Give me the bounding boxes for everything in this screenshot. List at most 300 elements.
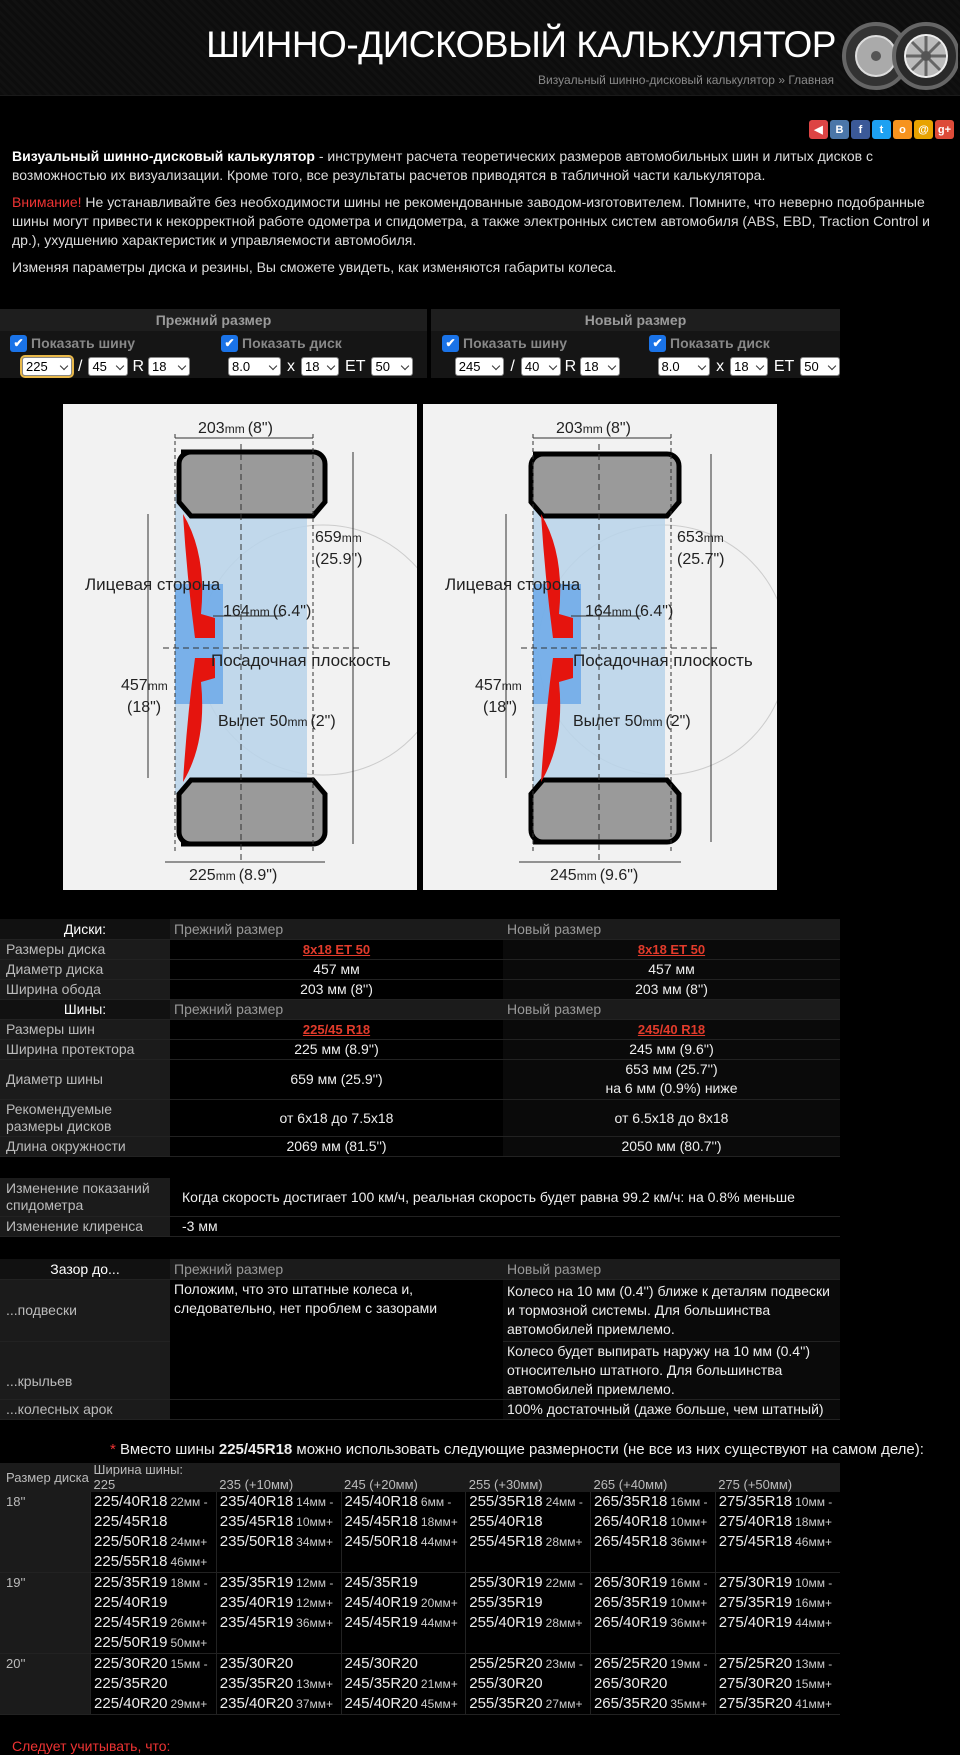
size-option[interactable] bbox=[594, 1593, 715, 1613]
size-option[interactable] bbox=[719, 1512, 840, 1532]
size-option[interactable] bbox=[94, 1532, 216, 1552]
new-gap-suspension: Колесо на 10 мм (0.4'') ближе к деталям подвески и тормозной системы. Для большинства автомобилей приемлемо. bbox=[503, 1279, 840, 1341]
table-row bbox=[0, 979, 840, 999]
table-row bbox=[0, 919, 840, 939]
size-diff: 12мм+ bbox=[296, 1596, 334, 1610]
column-header-new: Новый размер bbox=[503, 999, 840, 1019]
size-option[interactable] bbox=[719, 1492, 840, 1512]
size-value: 235/35R19 bbox=[219, 1574, 294, 1591]
et-select[interactable]: 50 bbox=[800, 357, 840, 376]
size-diff: 23мм - bbox=[545, 1657, 583, 1671]
size-diff: 15мм+ bbox=[795, 1677, 832, 1691]
size-value: 275/30R19 bbox=[718, 1574, 793, 1591]
cell-value: 245 мм (9.6'') bbox=[503, 1039, 840, 1059]
note-star: * bbox=[110, 1441, 116, 1458]
size-diff: 10мм+ bbox=[670, 1596, 708, 1610]
table-row bbox=[0, 939, 840, 959]
row-label: Размеры диска bbox=[0, 939, 170, 959]
size-option[interactable] bbox=[469, 1694, 590, 1714]
et-label: ET bbox=[773, 357, 795, 375]
rim-diameter-inches: (18") bbox=[127, 699, 162, 716]
size-option[interactable] bbox=[345, 1674, 466, 1694]
size-cell bbox=[466, 1654, 591, 1715]
size-diff: 37мм+ bbox=[296, 1697, 334, 1711]
size-option[interactable] bbox=[594, 1674, 715, 1694]
size-option[interactable] bbox=[469, 1654, 590, 1674]
size-diff: 22мм - bbox=[545, 1576, 583, 1590]
column-header-old: Прежний размер bbox=[170, 919, 503, 939]
cell-value: 457 мм bbox=[503, 959, 840, 979]
cell-value: 225 мм (8.9'') bbox=[170, 1039, 503, 1059]
size-option[interactable] bbox=[94, 1593, 216, 1613]
column-header-old: Прежний размер bbox=[170, 999, 503, 1019]
size-value: 235/40R20 bbox=[219, 1695, 294, 1712]
size-diff: 18мм - bbox=[170, 1576, 208, 1590]
size-cell bbox=[590, 1573, 715, 1654]
clearance-value: -3 мм bbox=[170, 1216, 840, 1236]
width-header: 225 bbox=[93, 1477, 116, 1492]
show-tire-label: Показать шину bbox=[31, 335, 136, 351]
size-value: 235/35R20 bbox=[219, 1675, 294, 1692]
old-tire-size-link[interactable]: 225/45 R18 bbox=[302, 1022, 371, 1037]
size-value: 255/45R18 bbox=[469, 1533, 543, 1550]
size-value: 245/45R18 bbox=[344, 1513, 418, 1530]
size-diff: 36мм+ bbox=[670, 1535, 708, 1549]
table-row bbox=[0, 1136, 840, 1156]
wheels-logo-icon bbox=[840, 12, 958, 92]
size-option[interactable] bbox=[469, 1532, 590, 1552]
table-row bbox=[0, 1178, 840, 1216]
old-wheel-diagram bbox=[63, 404, 417, 890]
size-value: 255/35R20 bbox=[469, 1695, 543, 1712]
size-option[interactable] bbox=[594, 1613, 715, 1633]
size-diff: 44мм+ bbox=[795, 1616, 832, 1630]
size-option[interactable] bbox=[594, 1573, 715, 1593]
size-value: 275/45R18 bbox=[718, 1533, 793, 1550]
width-header: 235 (+10мм) bbox=[219, 1477, 294, 1492]
rim-diameter-dimension: 457mm bbox=[121, 677, 168, 694]
size-diff: 22мм - bbox=[170, 1495, 208, 1509]
site-title[interactable]: ШИННО-ДИСКОВЫЙ КАЛЬКУЛЯТОР bbox=[206, 24, 836, 65]
new-size-title: Новый размер bbox=[431, 309, 840, 331]
size-value: 245/45R19 bbox=[344, 1614, 418, 1631]
size-option[interactable] bbox=[220, 1573, 341, 1593]
et-label: ET bbox=[345, 357, 366, 375]
size-value: 235/45R19 bbox=[219, 1614, 294, 1631]
size-value: 245/40R19 bbox=[344, 1594, 418, 1611]
size-value: 225/45R19 bbox=[94, 1614, 168, 1631]
column-header-new: Новый размер bbox=[503, 1259, 840, 1279]
size-value: 245/35R19 bbox=[344, 1574, 418, 1591]
size-value: 245/40R18 bbox=[344, 1493, 418, 1510]
size-option[interactable] bbox=[94, 1552, 216, 1572]
old-size-title: Прежний размер bbox=[0, 309, 427, 331]
intro-text bbox=[12, 147, 957, 285]
row-label: ...крыльев bbox=[0, 1341, 170, 1399]
social-share bbox=[809, 120, 954, 139]
table-row bbox=[0, 1399, 840, 1419]
size-diff: 14мм - bbox=[296, 1495, 334, 1509]
size-value: 265/30R20 bbox=[593, 1675, 668, 1692]
size-option[interactable] bbox=[94, 1613, 216, 1633]
size-value: 225/50R18 bbox=[94, 1533, 168, 1550]
size-value: 225/55R18 bbox=[94, 1553, 168, 1570]
tires-section-header: Шины: bbox=[0, 999, 170, 1019]
face-side-label: Лицевая сторона bbox=[85, 575, 221, 594]
size-option[interactable] bbox=[719, 1593, 840, 1613]
intro-paragraph bbox=[12, 147, 957, 185]
size-diff: 18мм+ bbox=[420, 1515, 458, 1529]
disk-diameter-select[interactable]: 18 bbox=[301, 357, 339, 376]
new-diameter-diff: на 6 мм (0.9%) ниже bbox=[605, 1080, 738, 1096]
size-option[interactable] bbox=[220, 1694, 341, 1714]
row-label: Изменение клиренса bbox=[0, 1216, 170, 1236]
size-value: 235/50R18 bbox=[219, 1533, 294, 1550]
hub-dimension: 164mm (6.4") bbox=[223, 603, 312, 620]
size-value: 275/40R18 bbox=[718, 1513, 793, 1530]
size-value: 275/35R20 bbox=[718, 1695, 793, 1712]
size-option[interactable] bbox=[594, 1694, 715, 1714]
size-diff: 36мм+ bbox=[670, 1616, 708, 1630]
alternative-sizes-note bbox=[110, 1441, 924, 1458]
speedometer-table bbox=[0, 1178, 840, 1237]
size-diff: 46мм+ bbox=[795, 1535, 832, 1549]
new-disk-size-link[interactable]: 8x18 ET 50 bbox=[637, 942, 706, 957]
share-icon[interactable]: ◀ bbox=[809, 120, 828, 139]
size-value: 245/40R20 bbox=[344, 1695, 418, 1712]
size-cell bbox=[341, 1573, 466, 1654]
google-plus-icon[interactable]: g+ bbox=[935, 120, 954, 139]
size-option[interactable] bbox=[469, 1593, 590, 1613]
rim-diameter-select[interactable]: 18 bbox=[580, 357, 620, 376]
new-tire-size-link[interactable]: 245/40 R18 bbox=[637, 1022, 706, 1037]
size-diff: 10мм+ bbox=[670, 1515, 708, 1529]
size-diff: 10мм+ bbox=[296, 1515, 334, 1529]
size-option[interactable] bbox=[469, 1674, 590, 1694]
size-diff: 19мм - bbox=[670, 1657, 708, 1671]
size-cell bbox=[466, 1573, 591, 1654]
row-label: Диаметр диска bbox=[0, 959, 170, 979]
size-option[interactable] bbox=[594, 1512, 715, 1532]
et-select[interactable]: 50 bbox=[371, 357, 413, 376]
size-option[interactable] bbox=[719, 1694, 840, 1714]
gap-section-header: Зазор до... bbox=[0, 1259, 170, 1279]
row-label: ...колесных арок bbox=[0, 1399, 170, 1419]
disk-width-dimension: 203mm (8") bbox=[198, 420, 273, 437]
cell-value: от 6.5x18 до 8x18 bbox=[503, 1099, 840, 1136]
size-value: 225/40R20 bbox=[94, 1695, 168, 1712]
site-header bbox=[0, 0, 960, 96]
size-cell bbox=[341, 1654, 466, 1715]
x-label: x bbox=[287, 357, 296, 375]
row-label: Размеры шин bbox=[0, 1019, 170, 1039]
cell-value: от 6x18 до 7.5x18 bbox=[170, 1099, 503, 1136]
size-diff: 20мм+ bbox=[420, 1596, 458, 1610]
size-value: 235/40R19 bbox=[219, 1594, 294, 1611]
width-header: 255 (+30мм) bbox=[468, 1477, 543, 1492]
cell-value: 2069 мм (81.5'') bbox=[170, 1136, 503, 1156]
size-option[interactable] bbox=[94, 1654, 216, 1674]
size-option[interactable] bbox=[94, 1633, 216, 1653]
disk-width-dimension: 203mm (8") bbox=[556, 420, 631, 437]
disk-size-label: 19'' bbox=[0, 1573, 91, 1654]
cell-value: 2050 мм (80.7'') bbox=[503, 1136, 840, 1156]
size-diff: 28мм+ bbox=[545, 1616, 583, 1630]
size-value: 225/35R19 bbox=[94, 1574, 168, 1591]
size-value: 235/40R18 bbox=[219, 1493, 294, 1510]
size-value: 225/40R19 bbox=[94, 1594, 168, 1611]
breadcrumb[interactable]: Визуальный шинно-дисковый калькулятор » Главная bbox=[538, 73, 834, 87]
row-label: Рекомендуемые размеры дисков bbox=[0, 1099, 170, 1136]
tire-profile-select[interactable]: 45 bbox=[88, 357, 128, 376]
cell-value: 203 мм (8'') bbox=[170, 979, 503, 999]
disk-width-select[interactable]: 8.0 bbox=[658, 357, 711, 376]
cell-value: 457 мм bbox=[170, 959, 503, 979]
row-label: ...подвески bbox=[0, 1279, 170, 1341]
size-diff: 29мм+ bbox=[170, 1697, 208, 1711]
table-row bbox=[0, 1019, 840, 1039]
face-side-label: Лицевая сторона bbox=[445, 575, 581, 594]
old-disk-size-link[interactable]: 8x18 ET 50 bbox=[302, 942, 371, 957]
size-diff: 46мм+ bbox=[170, 1555, 208, 1569]
size-value: 265/40R19 bbox=[593, 1614, 668, 1631]
r-label: R bbox=[132, 357, 145, 375]
size-value: 255/40R18 bbox=[469, 1513, 543, 1530]
size-value: 255/40R19 bbox=[469, 1614, 543, 1631]
size-option[interactable] bbox=[220, 1532, 341, 1552]
tire-width-select[interactable]: 245 bbox=[455, 357, 505, 376]
size-diff: 45мм+ bbox=[420, 1697, 458, 1711]
vk-icon[interactable]: В bbox=[830, 120, 849, 139]
intro-paragraph-3: Изменяя параметры диска и резины, Вы сможете увидеть, как изменяются габариты колеса. bbox=[12, 259, 617, 275]
mailru-icon[interactable]: @ bbox=[914, 120, 933, 139]
size-cell bbox=[216, 1492, 341, 1573]
row-label: Ширина обода bbox=[0, 979, 170, 999]
size-value: 245/50R18 bbox=[344, 1533, 418, 1550]
size-option[interactable] bbox=[719, 1654, 840, 1674]
intro-lead-rest: - инструмент расчета теоретических размеров автомобильных шин и литых дисков с возможностью их визуализации. Кроме того, все результаты расчетов приводятся в табличной части калькулятора. bbox=[12, 148, 873, 183]
table-row bbox=[0, 1492, 840, 1573]
column-header-new: Новый размер bbox=[503, 919, 840, 939]
hub-dimension: 164mm (6.4") bbox=[585, 603, 674, 620]
size-diff: 15мм - bbox=[170, 1657, 208, 1671]
r-label: R bbox=[564, 357, 577, 375]
size-diff: 24мм - bbox=[545, 1495, 583, 1509]
size-option[interactable] bbox=[94, 1674, 216, 1694]
cell-value: 659 мм (25.9'') bbox=[170, 1059, 503, 1099]
note-post: можно использовать следующие размерности (не все из них существуют на самом деле): bbox=[292, 1441, 924, 1458]
width-header: 245 (+20мм) bbox=[344, 1477, 418, 1492]
size-option[interactable] bbox=[469, 1492, 590, 1512]
size-option[interactable] bbox=[719, 1613, 840, 1633]
size-option[interactable] bbox=[345, 1654, 466, 1674]
size-diff: 10мм - bbox=[795, 1576, 833, 1590]
size-option[interactable] bbox=[719, 1532, 840, 1552]
size-value: 225/30R20 bbox=[94, 1655, 168, 1672]
table-row bbox=[0, 1463, 840, 1477]
column-header-disk: Размер диска bbox=[6, 1469, 89, 1485]
size-option[interactable] bbox=[345, 1532, 466, 1552]
show-disk-checkbox[interactable]: ✔ bbox=[221, 335, 238, 352]
disk-size-label: 18'' bbox=[0, 1492, 91, 1573]
row-label: Изменение показаний спидометра bbox=[0, 1178, 170, 1216]
tire-width-dimension: 225mm (8.9") bbox=[189, 867, 278, 884]
size-option[interactable] bbox=[345, 1573, 466, 1593]
new-size-panel bbox=[431, 309, 840, 378]
size-diff: 18мм+ bbox=[795, 1515, 832, 1529]
old-size-panel bbox=[0, 309, 427, 378]
twitter-icon[interactable]: t bbox=[872, 120, 891, 139]
table-row bbox=[0, 1654, 840, 1715]
size-option[interactable] bbox=[594, 1492, 715, 1512]
size-value: 245/35R20 bbox=[344, 1675, 418, 1692]
size-value: 255/30R19 bbox=[469, 1574, 543, 1591]
row-label: Диаметр шины bbox=[0, 1059, 170, 1099]
new-diameter-value: 653 мм (25.7'') bbox=[625, 1061, 718, 1077]
size-option[interactable] bbox=[345, 1512, 466, 1532]
size-diff: 27мм+ bbox=[545, 1697, 583, 1711]
size-value: 235/30R20 bbox=[219, 1655, 294, 1672]
size-cell bbox=[715, 1654, 840, 1715]
offset-dimension: Вылет 50mm (2") bbox=[573, 713, 691, 730]
show-disk-checkbox[interactable]: ✔ bbox=[649, 335, 666, 352]
size-diff: 16мм - bbox=[670, 1495, 708, 1509]
size-value: 265/35R19 bbox=[593, 1594, 668, 1611]
slash-separator: / bbox=[510, 357, 515, 375]
row-label: Ширина протектора bbox=[0, 1039, 170, 1059]
size-value: 265/45R18 bbox=[593, 1533, 668, 1550]
size-cell bbox=[91, 1573, 217, 1654]
size-value: 275/35R19 bbox=[718, 1594, 793, 1611]
show-tire-label: Показать шину bbox=[463, 335, 568, 351]
size-value: 225/35R20 bbox=[94, 1675, 168, 1692]
table-row bbox=[0, 1573, 840, 1654]
size-option[interactable] bbox=[94, 1694, 216, 1714]
size-cell bbox=[466, 1492, 591, 1573]
size-value: 245/30R20 bbox=[344, 1655, 418, 1672]
size-option[interactable] bbox=[469, 1512, 590, 1532]
size-option[interactable] bbox=[345, 1492, 466, 1512]
size-option[interactable] bbox=[345, 1694, 466, 1714]
size-diff: 36мм+ bbox=[296, 1616, 334, 1630]
size-diff: 41мм+ bbox=[795, 1697, 832, 1711]
show-tire-checkbox[interactable]: ✔ bbox=[442, 335, 459, 352]
offset-dimension: Вылет 50mm (2") bbox=[218, 713, 336, 730]
size-diff: 21мм+ bbox=[420, 1677, 458, 1691]
tire-profile-select[interactable]: 40 bbox=[521, 357, 561, 376]
size-option[interactable] bbox=[94, 1512, 216, 1532]
note-tire: 225/45R18 bbox=[218, 1441, 293, 1458]
size-option[interactable] bbox=[719, 1573, 840, 1593]
size-option[interactable] bbox=[220, 1492, 341, 1512]
slash-separator: / bbox=[78, 357, 83, 375]
size-option[interactable] bbox=[594, 1654, 715, 1674]
odnoklassniki-icon[interactable]: o bbox=[893, 120, 912, 139]
rim-diameter-dimension: 457mm bbox=[475, 677, 522, 694]
table-row bbox=[0, 959, 840, 979]
new-gap-arches: 100% достаточный (даже больше, чем штатный) bbox=[503, 1399, 840, 1419]
size-value: 235/45R18 bbox=[219, 1513, 294, 1530]
size-value: 265/40R18 bbox=[593, 1513, 668, 1530]
size-value: 255/30R20 bbox=[469, 1675, 543, 1692]
size-value: 275/25R20 bbox=[718, 1655, 793, 1672]
row-label: Длина окружности bbox=[0, 1136, 170, 1156]
size-diff: 12мм - bbox=[296, 1576, 334, 1590]
size-diff: 34мм+ bbox=[296, 1535, 334, 1549]
table-row bbox=[0, 1099, 840, 1136]
size-option[interactable] bbox=[719, 1674, 840, 1694]
size-diff: 24мм+ bbox=[170, 1535, 208, 1549]
tire-width-dimension: 245mm (9.6") bbox=[550, 867, 639, 884]
size-option[interactable] bbox=[469, 1573, 590, 1593]
column-header-old: Прежний размер bbox=[170, 1259, 503, 1279]
show-tire-checkbox[interactable]: ✔ bbox=[10, 335, 27, 352]
tire-diameter-inches: (25.9") bbox=[315, 551, 363, 568]
size-value: 275/40R19 bbox=[718, 1614, 793, 1631]
tire-diameter-dimension: 659mm bbox=[315, 529, 362, 546]
size-option[interactable] bbox=[220, 1512, 341, 1532]
disk-diameter-select[interactable]: 18 bbox=[730, 357, 768, 376]
size-cell bbox=[715, 1492, 840, 1573]
new-wheel-diagram bbox=[423, 404, 777, 890]
size-value: 255/25R20 bbox=[469, 1655, 543, 1672]
size-option[interactable] bbox=[345, 1593, 466, 1613]
show-disk-label: Показать диск bbox=[670, 335, 770, 351]
size-option[interactable] bbox=[220, 1613, 341, 1633]
size-value: 225/50R19 bbox=[94, 1634, 168, 1651]
size-cell bbox=[91, 1492, 217, 1573]
size-value: 265/30R19 bbox=[593, 1574, 668, 1591]
size-cell bbox=[715, 1573, 840, 1654]
size-cell bbox=[590, 1654, 715, 1715]
size-cell bbox=[216, 1573, 341, 1654]
width-header: 265 (+40мм) bbox=[593, 1477, 668, 1492]
size-option[interactable] bbox=[594, 1532, 715, 1552]
size-option[interactable] bbox=[220, 1593, 341, 1613]
disks-section-header: Диски: bbox=[0, 919, 170, 939]
size-cell bbox=[341, 1492, 466, 1573]
table-row bbox=[0, 1259, 840, 1279]
size-value: 255/35R18 bbox=[469, 1493, 543, 1510]
tire-width-select[interactable]: 225 bbox=[22, 357, 72, 376]
size-option[interactable] bbox=[345, 1613, 466, 1633]
size-option[interactable] bbox=[469, 1613, 590, 1633]
size-option[interactable] bbox=[94, 1573, 216, 1593]
disk-width-select[interactable]: 8.0 bbox=[228, 357, 281, 376]
alternative-sizes-table bbox=[0, 1463, 840, 1715]
tire-diameter-inches: (25.7") bbox=[677, 551, 725, 568]
size-option[interactable] bbox=[220, 1654, 341, 1674]
size-option[interactable] bbox=[220, 1674, 341, 1694]
table-row bbox=[0, 1477, 840, 1492]
size-diff: 13мм - bbox=[795, 1657, 833, 1671]
width-header: 275 (+50мм) bbox=[718, 1477, 793, 1492]
warning-paragraph bbox=[12, 193, 957, 250]
size-diff: 16мм+ bbox=[795, 1596, 832, 1610]
clearance-table bbox=[0, 1259, 840, 1420]
size-cell bbox=[590, 1492, 715, 1573]
facebook-icon[interactable]: f bbox=[851, 120, 870, 139]
disk-size-label: 20'' bbox=[0, 1654, 91, 1715]
column-header-width: Ширина шины: bbox=[93, 1462, 184, 1477]
size-diff: 50мм+ bbox=[170, 1636, 208, 1650]
size-option[interactable] bbox=[94, 1492, 216, 1512]
size-value: 265/25R20 bbox=[593, 1655, 668, 1672]
rim-diameter-select[interactable]: 18 bbox=[148, 357, 190, 376]
size-diff: 16мм - bbox=[670, 1576, 708, 1590]
size-value: 265/35R20 bbox=[593, 1695, 668, 1712]
x-label: x bbox=[716, 357, 725, 375]
